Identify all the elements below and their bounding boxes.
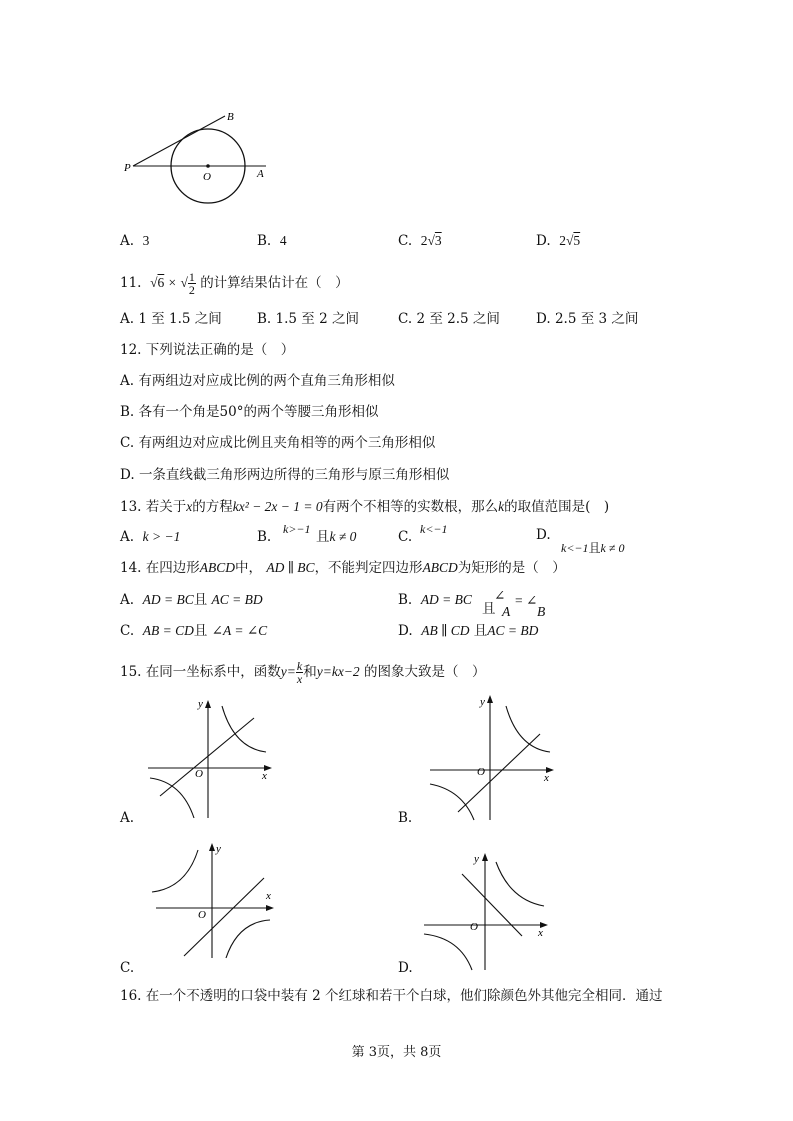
- q13-stem: 13. 若关于x的方程kx² − 2x − 1 = 0有两个不相等的实数根，那么k的取值范围是( ): [120, 499, 610, 515]
- graph-b-x-label: x: [544, 772, 549, 784]
- q13-option-c-cond: k<−1: [420, 522, 448, 536]
- q10-option-c: C. 2√3: [398, 233, 442, 249]
- q14-option-a: A. AD = BC且 AC = BD: [120, 592, 263, 608]
- page-footer: 第 3页，共 8页: [351, 1045, 442, 1060]
- q15-fraction: $\frac{k}{x}$: [296, 659, 303, 686]
- q14-option-b-eq: = ∠: [515, 593, 538, 608]
- q12-option-b: B. 各有一个角是50°的两个等腰三角形相似: [120, 404, 379, 420]
- graph-d-x-label: x: [538, 927, 543, 939]
- graph-c-x-label: x: [266, 890, 271, 902]
- graph-c-y-label: y: [216, 843, 221, 855]
- q10-option-a: A. 3: [120, 233, 150, 249]
- graph-d-y-label: y: [474, 853, 479, 865]
- q13-option-c-letter: C.: [398, 529, 413, 545]
- q11-fraction: $\frac{1}{2}$: [188, 270, 195, 297]
- q11-option-a: A. 1 至 1.5 之间: [120, 311, 222, 327]
- graph-c-origin: O: [198, 909, 206, 921]
- q15-option-d: D.: [398, 960, 413, 976]
- q14-option-d: D. AB ∥ CD 且AC = BD: [398, 623, 539, 639]
- q11-option-c: C. 2 至 2.5 之间: [398, 311, 500, 327]
- graph-a-origin: O: [195, 768, 203, 780]
- q14-option-b-angle-a: A: [502, 604, 511, 619]
- q11-stem: 11. √6 × √ $\frac{1}{2}$ 的计算结果估计在（ ）: [120, 270, 349, 297]
- graph-a-x-label: x: [262, 770, 267, 782]
- q13-option-a: A. k > −1: [120, 529, 181, 545]
- q14-option-b: B. AD = BC: [398, 592, 472, 608]
- q13-option-b-cond1: k>−1: [283, 522, 311, 536]
- q14-option-c: C. AB = CD且 ∠A = ∠C: [120, 623, 268, 639]
- q11-option-d: D. 2.5 至 3 之间: [536, 311, 639, 327]
- q14-option-b-angle-b: B: [537, 604, 546, 619]
- q15-stem: 15. 在同一坐标系中，函数y= $\frac{k}{x}$ 和y=kx−2 的图象大致是（ ）: [120, 659, 486, 686]
- q15-option-c: C.: [120, 960, 135, 976]
- graph-d-origin: O: [470, 921, 478, 933]
- graph-a-y-label: y: [198, 698, 203, 710]
- q13-option-b-cond2: 且k ≠ 0: [316, 529, 357, 545]
- q13-option-b-letter: B.: [257, 529, 272, 545]
- q10-option-b: B. 4: [257, 233, 287, 249]
- q13-option-d-cond: k<−1且k ≠ 0: [561, 541, 625, 555]
- label-P: P: [124, 162, 131, 174]
- q15-option-a: A.: [120, 810, 135, 826]
- q14-option-b-angle: ∠: [494, 588, 506, 603]
- graph-b-origin: O: [477, 766, 485, 778]
- q10-option-d: D. 2√5: [536, 233, 581, 249]
- q12-option-c: C. 有两组边对应成比例且夹角相等的两个三角形相似: [120, 435, 436, 451]
- q14-option-b-join: 且: [482, 601, 496, 617]
- label-O: O: [203, 171, 211, 183]
- label-A: A: [257, 168, 264, 180]
- q12-stem: 12. 下列说法正确的是（ ）: [120, 342, 295, 358]
- label-B: B: [227, 111, 234, 123]
- q12-option-d: D. 一条直线截三角形两边所得的三角形与原三角形相似: [120, 467, 450, 483]
- q16-stem: 16. 在一个不透明的口袋中装有 2 个红球和若干个白球，他们除颜色外其他完全相同．通过: [120, 988, 663, 1004]
- graph-b-y-label: y: [480, 696, 485, 708]
- q11-option-b: B. 1.5 至 2 之间: [257, 311, 359, 327]
- q15-option-b: B.: [398, 810, 413, 826]
- q14-stem: 14. 在四边形ABCD中， AD ∥ BC，不能判定四边形ABCD为矩形的是（ ）: [120, 560, 566, 576]
- q12-option-a: A. 有两组边对应成比例的两个直角三角形相似: [120, 373, 395, 389]
- q13-option-d-letter: D.: [536, 527, 551, 543]
